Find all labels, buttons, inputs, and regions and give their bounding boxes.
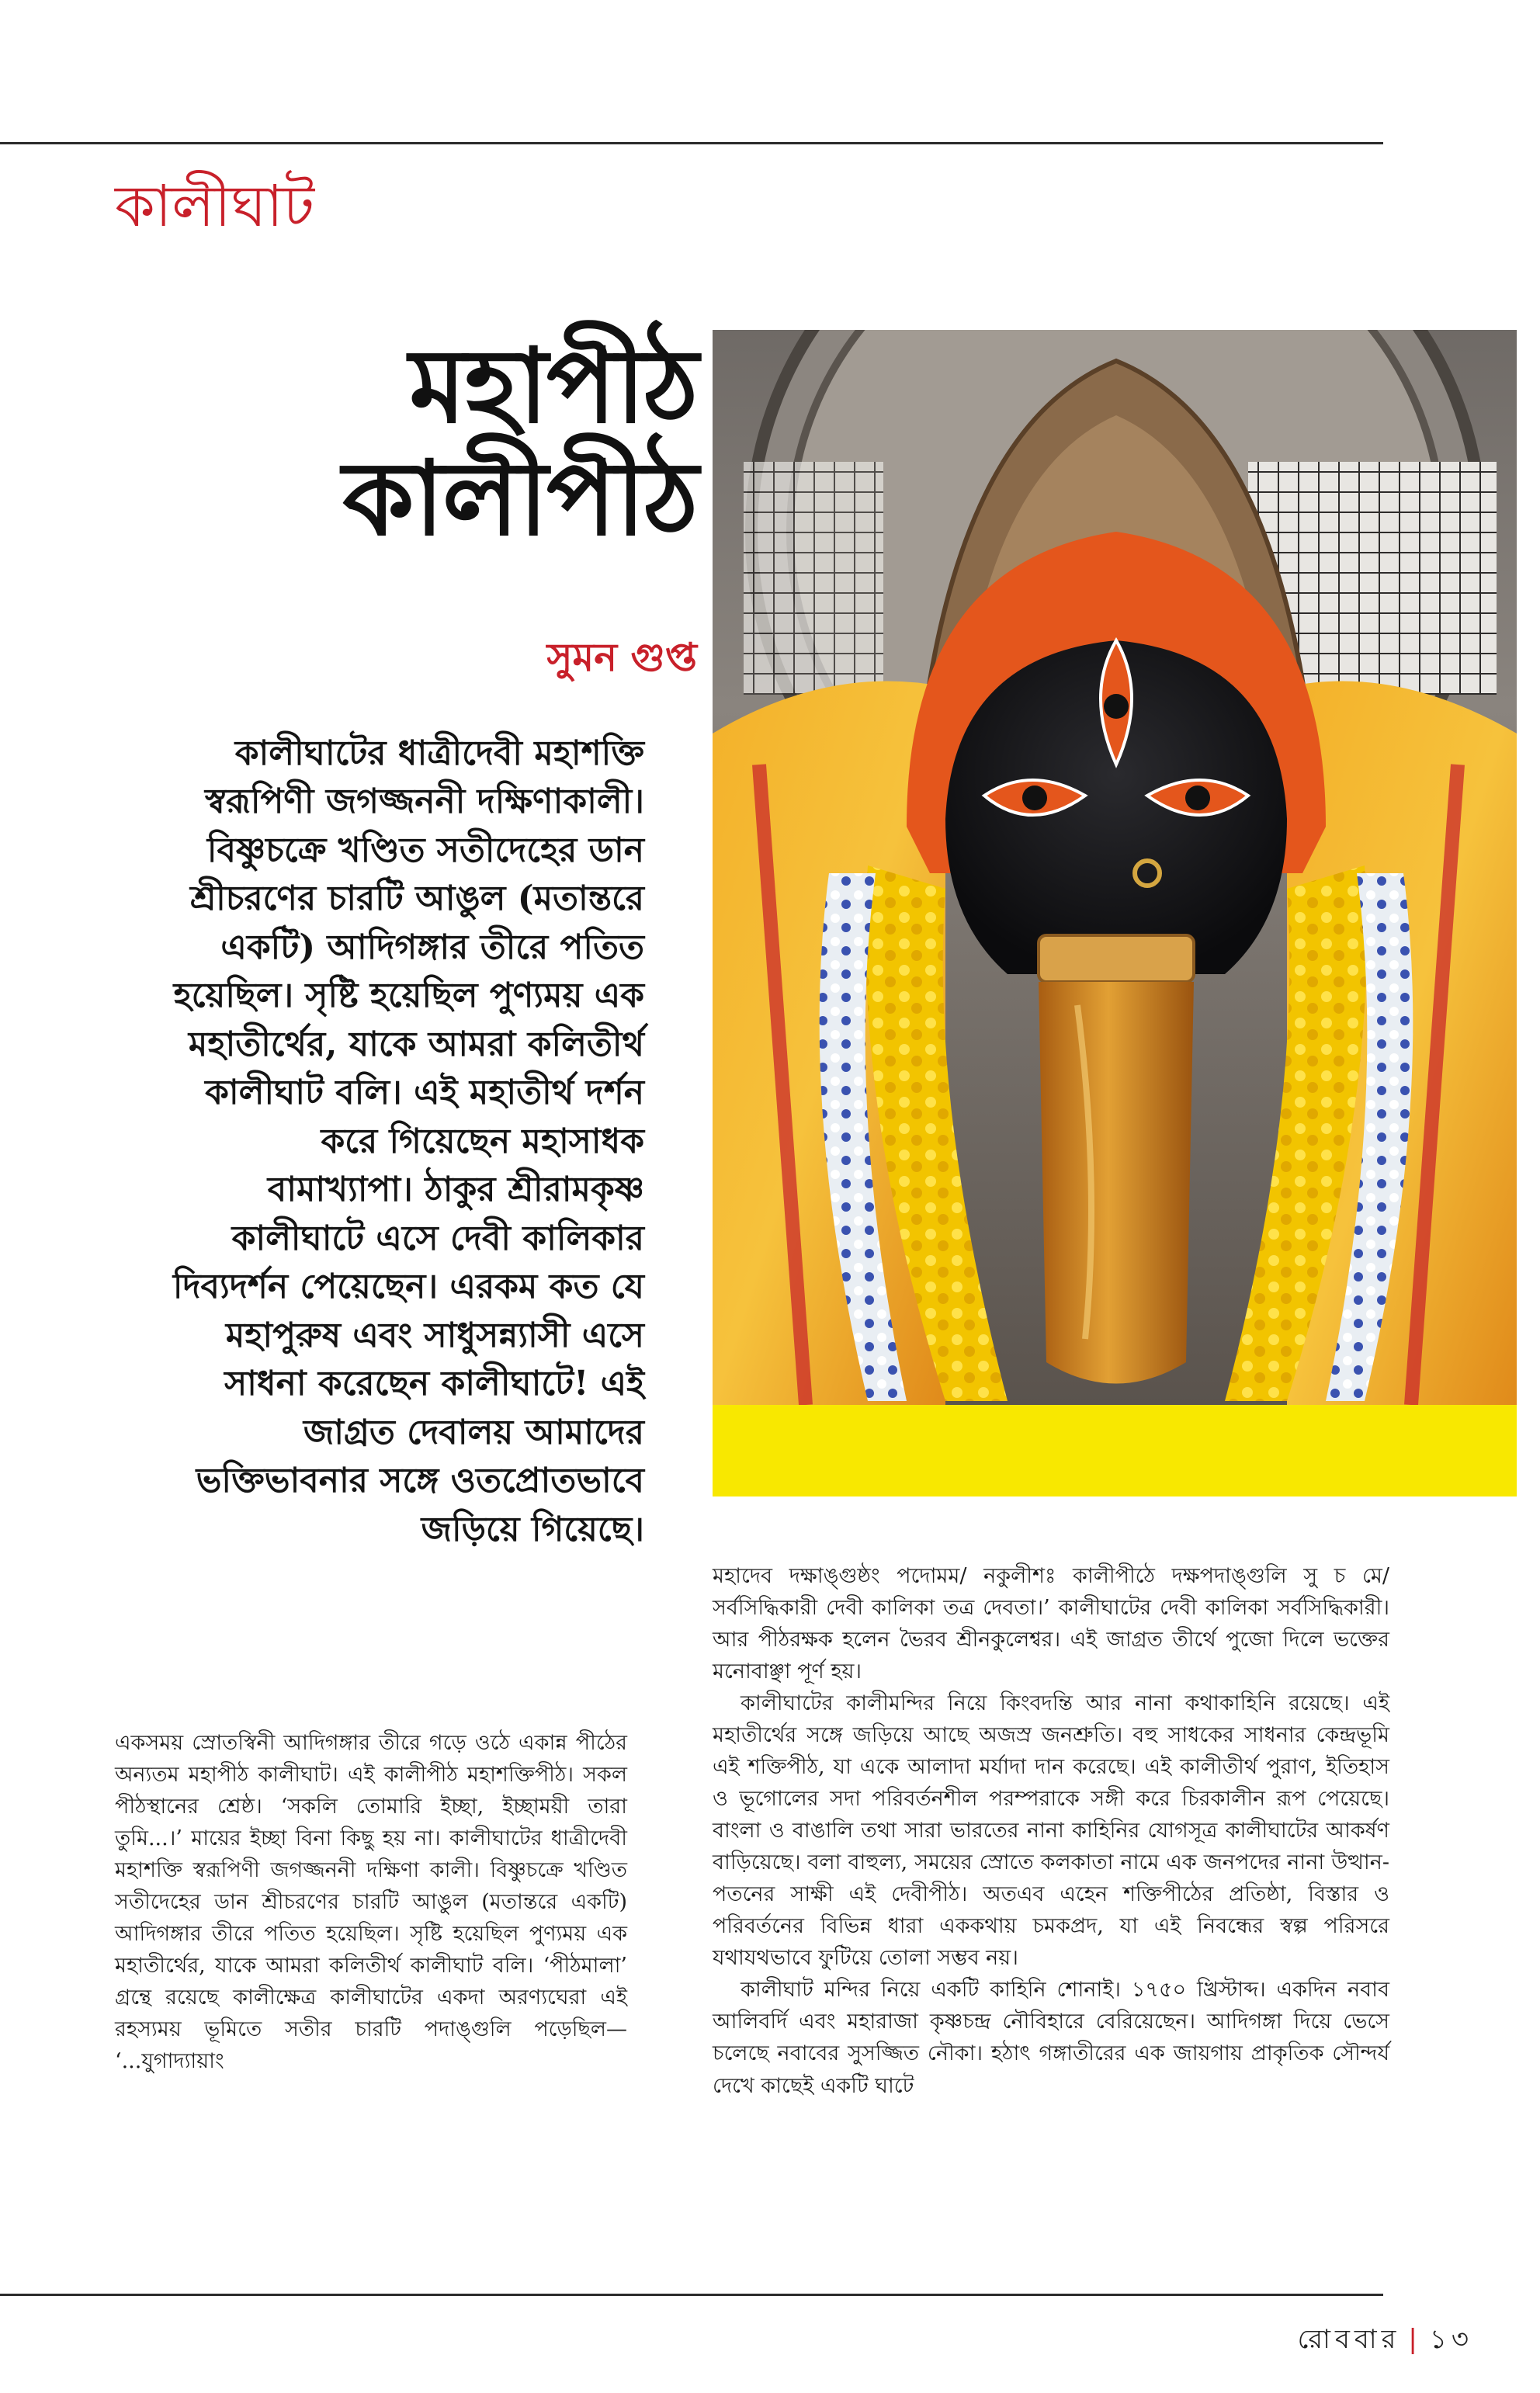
- magazine-name: রোববার: [1297, 2324, 1401, 2355]
- author-byline: সুমন গুপ্ত: [546, 635, 697, 680]
- body-paragraph: কালীঘাটের কালীমন্দির নিয়ে কিংবদন্তি আর নানা কথাকাহিনি রয়েছে। এই মহাতীর্থের সঙ্গে জড়িয়ে আছে অজস্র জনশ্রুতি। বহু সাধকের সাধনার কেন্দ্রভূমি এই শক্তিপীঠ, যা একে আলাদা মর্যাদা দান করেছে। এই কালীতীর্থ পুরাণ, ইতিহাস ও ভূগোলের সদা পরিবর্তনশীল পরম্পরাকে সঙ্গী করে চিরকালীন রূপ পেয়েছে। বাংলা ও বাঙালি তথা সারা ভারতের নানা কাহিনির যোগসূত্র কালীঘাটের আকর্ষণ বাড়িয়েছে। বলা বাহুল্য, সময়ের স্রোতে কলকাতা নামে এক জনপদের নানা উত্থান-পতনের সাক্ষী এই দেবীপীঠ। অতএব এহেন শক্তিপীঠের প্রতিষ্ঠা, বিস্তার ও পরিবর্তনের বিভিন্ন ধারা এককথায় চমকপ্রদ, যা এই নিবন্ধের স্বল্প পরিসরে যথাযথভাবে ফুটিয়ে তোলা সম্ভব নয়।: [713, 1691, 1389, 1971]
- headline-line-1: মহাপীঠ: [409, 326, 697, 446]
- headline: [342, 326, 697, 560]
- bottom-rule: [0, 2294, 1383, 2296]
- intro-paragraph: কালীঘাটের ধাত্রীদেবী মহাশক্তি স্বরূপিণী জগজ্জননী দক্ষিণাকালী। বিষ্ণুচক্রে খণ্ডিত সতীদেহের ডান শ্রীচরণের চারটি আঙুল (মতান্তরে একটি) আদিগঙ্গার তীরে পতিত হয়েছিল। সৃষ্টি হয়েছিল পুণ্যময় এক মহাতীর্থের, যাকে আমরা কলিতীর্থ কালীঘাট বলি। এই মহাতীর্থ দর্শন করে গিয়েছেন মহাসাধক বামাখ্যাপা। ঠাকুর শ্রীরামকৃষ্ণ কালীঘাটে এসে দেবী কালিকার দিব্যদর্শন পেয়েছেন। এরকম কত যে মহাপুরুষ এবং সাধুসন্ন্যাসী এসে সাধনা করেছেন কালীঘাটে! এই জাগ্রত দেবালয় আমাদের ভক্তিভাবনার সঙ্গে ওতপ্রোতভাবে জড়িয়ে গিয়েছে।: [172, 734, 644, 1549]
- headline-line-2: কালীপীঠ: [342, 439, 697, 560]
- section-title: কালীঘাট: [115, 173, 315, 240]
- top-rule: [0, 142, 1383, 144]
- body-paragraph: কালীঘাট মন্দির নিয়ে একটি কাহিনি শোনাই। ১৭৫০ খ্রিস্টাব্দ। একদিন নবাব আলিবর্দি এবং মহারাজা কৃষ্ণচন্দ্র নৌবিহারে বেরিয়েছেন। আদিগঙ্গা দিয়ে ভেসে চলেছে নবাবের সুসজ্জিত নৌকা। হঠাৎ গঙ্গাতীরের এক জায়গায় প্রাকৃতিক সৌন্দর্য দেখে কাছেই একটি ঘাটে: [713, 1978, 1389, 2098]
- body-paragraph: একসময় স্রোতস্বিনী আদিগঙ্গার তীরে গড়ে ওঠে একান্ন পীঠের অন্যতম মহাপীঠ কালীঘাট। এই কালীপীঠ মহাশক্তিপীঠ। সকল পীঠস্থানের শ্রেষ্ঠ। ‘সকলি তোমারি ইচ্ছা, ইচ্ছাময়ী তারা তুমি...।’ মায়ের ইচ্ছা বিনা কিছু হয় না। কালীঘাটের ধাত্রীদেবী মহাশক্তি স্বরূপিণী জগজ্জননী দক্ষিণা কালী। বিষ্ণুচক্রে খণ্ডিত সতীদেহের ডান শ্রীচরণের চারটি আঙুল (মতান্তরে একটি) আদিগঙ্গার তীরে পতিত হয়েছিল। সৃষ্টি হয়েছিল পুণ্যময় এক মহাতীর্থের, যাকে আমরা কলিতীর্থ কালীঘাট বলি। ‘পীঠমালা’ গ্রন্থে রয়েছে কালীক্ষেত্র কালীঘাটের একদা অরণ্যঘেরা এই রহস্যময় ভূমিতে সতীর চারটি পদাঙ্গুলি পড়েছিল— ‘...যুগাদ্যায়াং: [115, 1731, 627, 2074]
- body-column-left: [115, 1727, 627, 2077]
- footer-separator: |: [1408, 2324, 1422, 2355]
- body-paragraph: মহাদেব দক্ষাঙ্গুষ্ঠং পদোমম/ নকুলীশঃ কালীপীঠে দক্ষপদাঙ্গুলি সু চ মে/ সর্বসিদ্ধিকারী দেবী কালিকা তত্র দেবতা।’ কালীঘাটের দেবী কালিকা সর্বসিদ্ধিকারী। আর পীঠরক্ষক হলেন ভৈরব শ্রীনকুলেশ্বর। এই জাগ্রত তীর্থে পুজো দিলে ভক্তের মনোবাঞ্ছা পূর্ণ হয়।: [713, 1564, 1389, 1684]
- deity-photo: [713, 330, 1517, 1405]
- page-footer: [1298, 2319, 1473, 2364]
- body-column-right: [713, 1560, 1389, 2102]
- page-number: ১৩: [1429, 2324, 1473, 2355]
- caption-highlight-bar: [713, 1405, 1517, 1496]
